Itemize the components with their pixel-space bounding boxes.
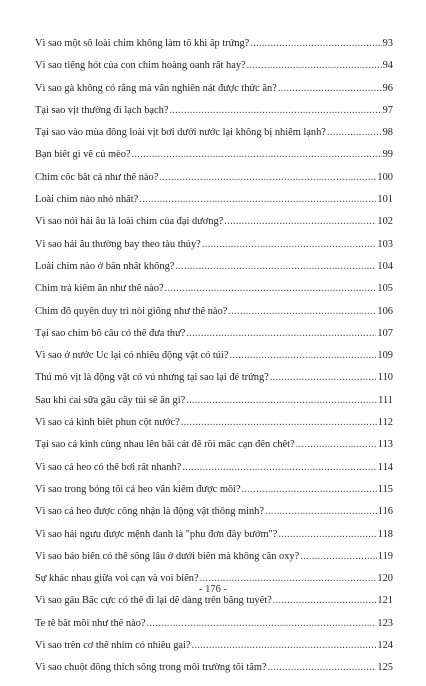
- toc-entry-page: 124: [377, 640, 393, 652]
- toc-entry-page: 101: [377, 194, 393, 206]
- toc-entry-page: 106: [377, 305, 393, 317]
- toc-entry-page: 120: [377, 573, 393, 585]
- toc-entry: [35, 596, 393, 618]
- toc-entry-title: Vì sao hải âu thường bay theo tàu thủy?: [35, 239, 201, 250]
- toc-entry: [35, 507, 393, 529]
- toc-entry-title: Vì sao một số loài chim không làm tổ khi ấp trứng?: [35, 39, 250, 49]
- toc-leader-dots: [159, 173, 376, 183]
- toc-leader-dots: [186, 396, 377, 406]
- toc-entry: [35, 485, 393, 507]
- toc-entry-title: Vì sao chuột đồng thích sống trong môi trường tối tăm?: [35, 663, 267, 674]
- toc-entry-page: 109: [377, 350, 393, 362]
- toc-leader-dots: [278, 530, 376, 540]
- toc-entry-title: Vì sao trên cơ thể nhím có nhiều gai?: [35, 641, 191, 652]
- toc-entry-title: Loài chim nào ở bẩn nhất không?: [35, 261, 175, 272]
- toc-entry-page: 115: [377, 483, 393, 495]
- toc-entry: [35, 262, 393, 284]
- toc-entry-page: 102: [377, 216, 393, 228]
- toc-entry-page: 114: [377, 461, 393, 473]
- toc-leader-dots: [200, 574, 377, 584]
- toc-leader-dots: [250, 39, 381, 49]
- page-number: - 176 -: [199, 584, 227, 595]
- toc-entry-title: Loài chim nào nhỏ nhất?: [35, 195, 139, 206]
- toc-entry-page: 99: [382, 149, 393, 161]
- toc-entry-title: Chim cốc bắt cá như thế nào?: [35, 172, 159, 183]
- toc-leader-dots: [247, 61, 382, 71]
- toc-leader-dots: [265, 507, 377, 517]
- toc-entry-title: Tại sao chim bồ câu có thể đưa thư?: [35, 328, 186, 339]
- toc-entry-title: Vì sao cá heo được công nhận là động vật thông minh?: [35, 507, 264, 518]
- toc-entry: [35, 84, 393, 106]
- toc-leader-dots: [186, 329, 376, 339]
- toc-entry-title: Vì sao gà không có răng mà vẫn nghiền nát được thức ăn?: [35, 83, 277, 94]
- toc-entry-page: 123: [377, 617, 393, 629]
- toc-entry: [35, 150, 393, 172]
- toc-entry-title: Tại sao cá kình cùng nhau lên bãi cát để rồi mắc cạn đến chết?: [35, 440, 295, 451]
- toc-entry-page: 110: [377, 372, 393, 384]
- toc-entry: [35, 217, 393, 239]
- toc-entry-page: 111: [378, 394, 393, 406]
- toc-leader-dots: [165, 284, 377, 294]
- toc-entry: [35, 195, 393, 217]
- toc-leader-dots: [270, 373, 377, 383]
- toc-entry-title: Tại sao vịt thường đi lạch bạch?: [35, 105, 169, 116]
- toc-entry-page: 93: [382, 38, 393, 49]
- toc-entry-title: Te tê bắt mồi như thế nào?: [35, 618, 146, 629]
- toc-entry: [35, 396, 393, 418]
- toc-leader-dots: [300, 552, 377, 562]
- toc-leader-dots: [278, 84, 382, 94]
- toc-entry-page: 97: [382, 104, 393, 116]
- toc-entry: [35, 128, 393, 150]
- toc-entry: [35, 39, 393, 61]
- toc-entry-title: Sau khi cai sữa gấu cây túi sẽ ăn gì?: [35, 395, 186, 406]
- toc-entry: [35, 552, 393, 574]
- toc-entry-page: 100: [377, 171, 393, 183]
- toc-entry-page: 98: [382, 127, 393, 139]
- toc-entry-title: Vì sao gấu Bắc cực có thể đi lại dễ dàng trên băng tuyết?: [35, 596, 272, 607]
- toc-leader-dots: [268, 663, 377, 673]
- toc-leader-dots: [132, 150, 382, 160]
- toc-leader-dots: [273, 596, 377, 606]
- toc-entry: [35, 418, 393, 440]
- toc-entry: [35, 440, 393, 462]
- toc-entry-title: Vì sao cá heo có thể bơi rất nhanh?: [35, 462, 182, 473]
- toc-entry: [35, 307, 393, 329]
- toc-entry-page: 94: [382, 60, 393, 72]
- toc-entry-page: 125: [377, 662, 393, 674]
- toc-entry: [35, 284, 393, 306]
- toc-entry: [35, 106, 393, 128]
- toc-entry: [35, 463, 393, 485]
- toc-leader-dots: [242, 485, 377, 495]
- toc-entry-page: 116: [377, 506, 393, 518]
- toc-entry-title: Thú mỏ vịt là động vật có vú nhưng tại sao lại đẻ trứng?: [35, 373, 269, 384]
- toc-leader-dots: [175, 262, 376, 272]
- toc-entry-page: 113: [377, 439, 393, 451]
- toc-entry-page: 121: [377, 595, 393, 607]
- toc-leader-dots: [139, 195, 376, 205]
- toc-entry-page: 103: [377, 238, 393, 250]
- toc-entry-title: Vì sao hải ngưu được mệnh danh là "phu đơn đầy bướm"?: [35, 529, 278, 540]
- toc-entry-title: Chim đỗ quyên duy trì nòi giống như thế nào?: [35, 306, 228, 317]
- toc-entry-page: 107: [377, 327, 393, 339]
- toc-leader-dots: [169, 106, 381, 116]
- toc-entry: [35, 240, 393, 262]
- toc-entry-page: 119: [377, 550, 393, 562]
- toc-entry-title: Vì sao cá kình biết phun cột nước?: [35, 418, 180, 429]
- toc-entry-title: Vì sao ở nước Úc lại có nhiều động vật có túi?: [35, 351, 229, 362]
- toc-entry-title: Chim trả kiếm ăn như thế nào?: [35, 284, 164, 295]
- toc-entry: [35, 373, 393, 395]
- toc-entry-page: 112: [377, 417, 393, 429]
- toc-entry: [35, 351, 393, 373]
- toc-leader-dots: [296, 440, 377, 450]
- toc-entry: [35, 619, 393, 641]
- toc-leader-dots: [230, 351, 377, 361]
- toc-leader-dots: [202, 240, 377, 250]
- toc-entry-title: Vì sao trong bóng tối cá heo vẫn kiếm được mồi?: [35, 484, 241, 495]
- toc-leader-dots: [147, 619, 377, 629]
- toc-leader-dots: [181, 418, 377, 428]
- toc-entry: [35, 530, 393, 552]
- toc-entry-page: 96: [382, 82, 393, 94]
- toc-entry-page: 104: [377, 260, 393, 272]
- toc-entry: [35, 641, 393, 663]
- toc-entry-title: Vì sao báo biển có thể sống lâu ở dưới biển mà không cần oxy?: [35, 551, 300, 562]
- toc-leader-dots: [224, 217, 376, 227]
- toc-entry-title: Tại sao vào mùa đông loài vịt bơi dưới nước lại không bị nhiễm lạnh?: [35, 128, 326, 139]
- toc-leader-dots: [182, 463, 377, 473]
- toc-entry: [35, 329, 393, 351]
- toc-entry-title: Vì sao nói hải âu là loài chim của đại dương?: [35, 217, 224, 228]
- toc-entry: [35, 663, 393, 685]
- toc-entry-page: 118: [377, 528, 393, 540]
- toc-entry-title: Sự khác nhau giữa voi cạn và voi biển?: [35, 574, 199, 585]
- toc-entry: [35, 173, 393, 195]
- toc-leader-dots: [192, 641, 377, 651]
- toc-leader-dots: [228, 307, 376, 317]
- toc-entry-title: Bạn biết gì về cú mèo?: [35, 150, 131, 161]
- toc-entry: [35, 61, 393, 83]
- toc-leader-dots: [327, 128, 382, 138]
- toc-entry-page: 105: [377, 283, 393, 295]
- toc-entry-title: Vì sao tiếng hót của con chim hoàng oanh rất hay?: [35, 61, 246, 72]
